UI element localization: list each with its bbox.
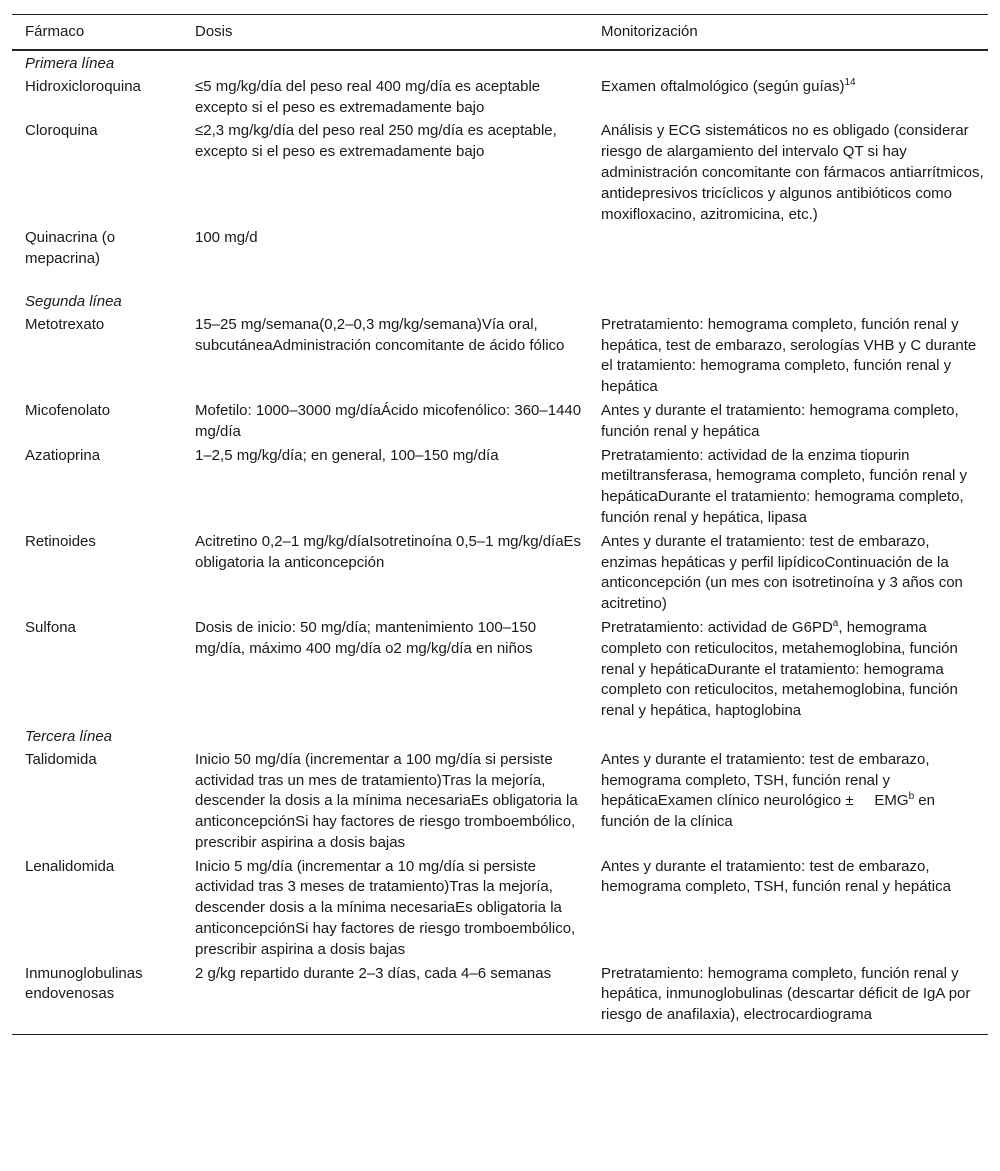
- section-title: Tercera línea: [25, 727, 112, 745]
- drug-cell: Cloroquina: [25, 122, 98, 140]
- dose-cell: ≤2,3 mg/kg/día del peso real 250 mg/día es aceptable, excepto si el peso es extremadamente bajo: [195, 122, 557, 161]
- section-row: [12, 724, 988, 749]
- footnote-ref: b: [908, 791, 915, 803]
- monitoring-cell: [588, 617, 988, 724]
- monitoring-cell: Pretratamiento: hemograma completo, función renal y hepática, test de embarazo, serologías VHB y C durante el tratamiento: hemograma completo, función renal y hepática: [601, 315, 977, 396]
- header-dose: Dosis: [182, 15, 588, 51]
- monitoring-text-pre: Antes y durante el tratamiento: test de embarazo, hemograma completo, TSH, función renal y hepáticaExamen clínico neurológico ± EMG: [601, 750, 934, 810]
- section-title: Primera línea: [25, 55, 115, 72]
- dose-cell: 2 g/kg repartido durante 2–3 días, cada 4–6 semanas: [195, 964, 552, 982]
- monitoring-text: , hemograma completo con reticulocitos, metahemoglobina, función renal y hepáticaDurante el tratamiento: hemograma completo con reticulocitos, metahemoglobina, función renal y hepática, haptoglobina: [601, 618, 958, 720]
- dose-cell: Dosis de inicio: 50 mg/día; mantenimiento 100–150 mg/día, máximo 400 mg/día o2 mg/kg/día en niños: [195, 618, 537, 657]
- monitoring-cell: [588, 749, 988, 856]
- monitoring-cell: [588, 227, 988, 272]
- drug-cell: Azatioprina: [25, 446, 101, 464]
- monitoring-cell: Antes y durante el tratamiento: test de embarazo, enzimas hepáticas y perfil lipídicoContinuación de la anticoncepción (un mes con isotretinoína y 3 años con acitretino): [601, 532, 963, 613]
- header-row: [12, 15, 988, 51]
- drug-cell: Quinacrina (o mepacrina): [25, 229, 116, 268]
- monitoring-cell: [588, 76, 988, 121]
- drug-cell: Hidroxicloroquina: [25, 77, 141, 95]
- monitoring-cell: Antes y durante el tratamiento: hemograma completo, función renal y hepática: [601, 401, 959, 440]
- table-row: [12, 856, 988, 963]
- section-row: [12, 50, 988, 76]
- section-row: [12, 272, 988, 314]
- monitoring-text: Examen oftalmológico (según guías): [601, 77, 845, 95]
- treatment-table: [12, 14, 988, 1035]
- monitoring-cell: Pretratamiento: hemograma completo, función renal y hepática, inmunoglobulinas (descartar déficit de IgA por riesgo de anafilaxia), electrocardiograma: [601, 964, 971, 1024]
- footnote-ref: 14: [844, 76, 856, 88]
- monitoring-text-pre: Pretratamiento: actividad de G6PD: [601, 618, 833, 636]
- drug-cell: Inmunoglobulinas endovenosas: [25, 964, 143, 1003]
- drug-cell: Retinoides: [25, 532, 96, 550]
- dose-cell: 15–25 mg/semana(0,2–0,3 mg/kg/semana)Vía oral, subcutáneaAdministración concomitante de ácido fólico: [195, 315, 565, 354]
- table-row: [12, 314, 988, 400]
- drug-cell: Lenalidomida: [25, 857, 115, 875]
- monitoring-text: en función de la clínica: [601, 792, 940, 831]
- header-drug: Fármaco: [12, 15, 182, 51]
- table-row: [12, 120, 988, 227]
- dose-cell: Acitretino 0,2–1 mg/kg/díaIsotretinoína 0,5–1 mg/kg/díaEs obligatoria la anticoncepción: [195, 532, 582, 571]
- drug-cell: Micofenolato: [25, 401, 111, 419]
- dose-cell: 100 mg/d: [195, 229, 258, 247]
- section-title: Segunda línea: [25, 292, 122, 310]
- dose-cell: Inicio 50 mg/día (incrementar a 100 mg/día si persiste actividad tras un mes de tratamiento)Tras la mejoría, descender la dosis a la mínima necesariaEs obligatoria la anticoncepciónSi hay factores de riesgo tromboembólico, prescribir aspirina a dosis bajas: [195, 750, 578, 851]
- monitoring-cell: Pretratamiento: actividad de la enzima tiopurin metiltransferasa, hemograma completo, función renal y hepáticaDurante el tratamiento: hemograma completo, función renal y hepática, lipasa: [601, 446, 968, 526]
- table-row: [12, 76, 988, 121]
- drug-cell: Talidomida: [25, 750, 97, 768]
- drug-cell: Sulfona: [25, 618, 76, 636]
- dose-cell: ≤5 mg/kg/día del peso real 400 mg/día es aceptable excepto si el peso es extremadamente bajo: [195, 77, 541, 116]
- dose-cell: 1–2,5 mg/kg/día; en general, 100–150 mg/día: [195, 446, 499, 464]
- monitoring-cell: Análisis y ECG sistemáticos no es obligado (considerar riesgo de alargamiento del intervalo QT si hay administración concomitante con fármacos antiarrítmicos, antidepresivos tricíclicos y algunos antibióticos como moxifloxacino, azitromicina, etc.): [601, 122, 984, 223]
- dose-cell: Inicio 5 mg/día (incrementar a 10 mg/día si persiste actividad tras 3 meses de tratamiento)Tras la mejoría, descender dosis a la mínima necesariaEs obligatoria la anticoncepciónSi hay factores de riesgo tromboembólico, prescribir aspirina a dosis bajas: [195, 857, 576, 958]
- header-monitoring: Monitorización: [588, 15, 988, 51]
- table-row: [12, 227, 988, 272]
- monitoring-cell: Antes y durante el tratamiento: test de embarazo, hemograma completo, TSH, función renal y hepática: [601, 857, 951, 896]
- table-row: [12, 617, 988, 724]
- table-row: [12, 963, 988, 1035]
- dose-cell: Mofetilo: 1000–3000 mg/díaÁcido micofenólico: 360–1440 mg/día: [195, 401, 582, 440]
- table-row: [12, 531, 988, 617]
- footnote-ref: a: [832, 617, 839, 629]
- table-row: [12, 400, 988, 445]
- table-row: [12, 445, 988, 531]
- table-row: [12, 749, 988, 856]
- drug-cell: Metotrexato: [25, 315, 105, 333]
